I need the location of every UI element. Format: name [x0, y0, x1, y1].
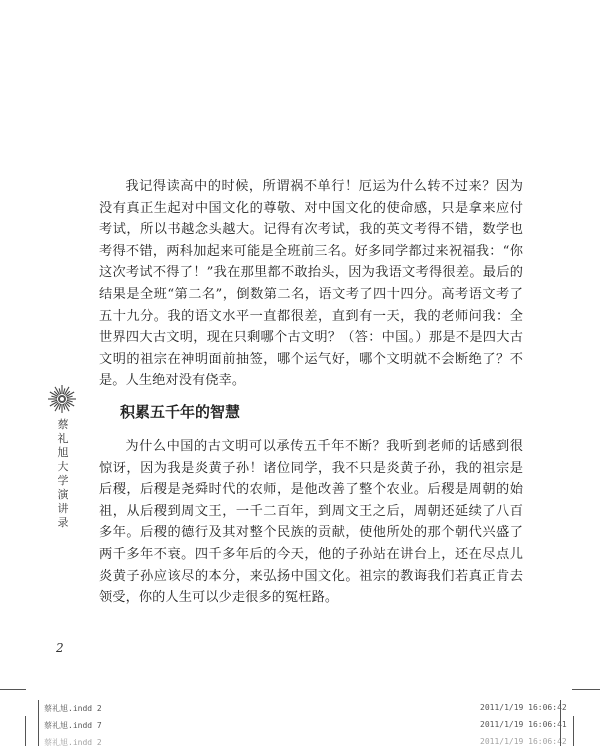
flower-petal [67, 396, 73, 398]
flower-petal [63, 404, 65, 410]
crop-mark-right-h [572, 689, 600, 690]
crop-mark-left-v [38, 700, 39, 746]
crop-mark-right-v2 [573, 716, 574, 746]
slug-file-name-2: 蔡礼旭.indd 7 [44, 721, 102, 730]
body-paragraph-2-block [99, 436, 523, 609]
body-paragraph-1: 我记得读高中的时候，所谓祸不单行！厄运为什么转不过来？因为没有真正生起对中国文化的尊敬、对中国文化的使命感，只是拿来应付考试，所以书越念头越大。记得有次考试，我的英文考得不错，数学也考得不错，两科加起来可能是全班前三名。好多同学都过来祝福我：“你这次考试不得了！”我在那里都不敢抬头，因为我语文考得很差。最后的结果是全班“第二名”，倒数第二名，语文考了四十四分。高考语文考了五十九分。我的语文水平一直都很差，直到有一天，我的老师问我：全世界四大古文明，现在只剩哪个古文明？（答：中国。）那是不是四大古文明的祖宗在神明面前抽签，哪个运气好，哪个文明就不会断绝了？不是。人生绝对没有侥幸。 [99, 179, 523, 389]
body-paragraph-1-block [99, 176, 523, 392]
flower-ornament-icon [47, 384, 77, 414]
body-paragraph-2: 为什么中国的古文明可以承传五千年不断？我听到老师的话感到很惊讶，因为我是炎黄子孙！诸位同学，我不只是炎黄子孙，我的祖宗是后稷，后稷是尧舜时代的农师，是他改善了整个农业。后稷是周朝的始祖，从后稷到周文王，一千二百年，到周文王之后，周朝还延续了八百多年。后稷的德行及其对整个民族的贡献，使他所处的那个朝代兴盛了两千多年不衰。四千多年后的今天，他的子孙站在讲台上，还在尽点儿炎黄子孙应该尽的本分，来弘扬中国文化。祖宗的教诲我们若真正肯去领受，你的人生可以少走很多的冤枉路。 [99, 439, 523, 606]
slug-file-name-1: 蔡礼旭.indd 2 [44, 704, 102, 713]
slug-file-name-3: 蔡礼旭.indd 2 [44, 738, 102, 747]
vertical-book-title: 蔡礼旭大学演讲录 [57, 418, 69, 529]
slug-timestamp-3: 2011/1/19 16:06:42 [480, 737, 567, 746]
flower-petal [63, 388, 65, 394]
crop-mark-left-h [0, 689, 26, 690]
section-heading: 积累五千年的智慧 [120, 403, 241, 421]
flower-petal [67, 400, 73, 402]
slug-timestamp-2: 2011/1/19 16:06:41 [480, 720, 567, 729]
page-number: 2 [56, 641, 64, 655]
slug-timestamp-1: 2011/1/19 16:06:42 [480, 703, 567, 712]
crop-mark-left-v2 [25, 716, 26, 746]
flower-petal [59, 388, 61, 394]
flower-petal [59, 404, 61, 410]
flower-petal [51, 396, 57, 398]
flower-petal [51, 400, 57, 402]
